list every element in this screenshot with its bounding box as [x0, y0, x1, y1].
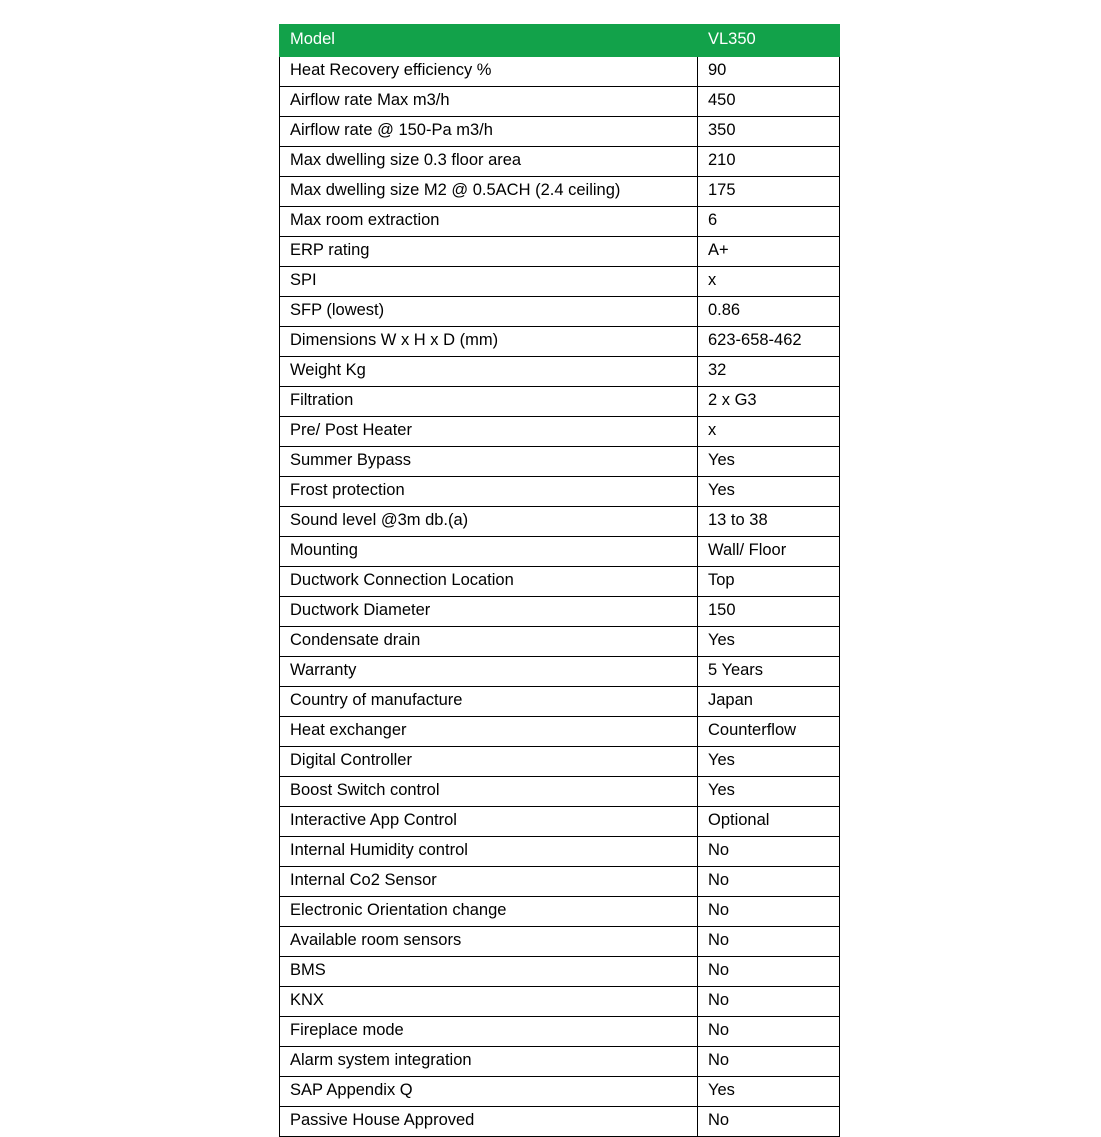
table-row: [280, 1047, 840, 1077]
spec-label: Heat Recovery efficiency %: [280, 57, 698, 87]
spec-value: Top: [698, 567, 840, 597]
table-row: [280, 897, 840, 927]
spec-label: Airflow rate @ 150-Pa m3/h: [280, 117, 698, 147]
spec-label: Ductwork Connection Location: [280, 567, 698, 597]
spec-value: Counterflow: [698, 717, 840, 747]
table-row: [280, 627, 840, 657]
table-row: [280, 867, 840, 897]
spec-value: No: [698, 867, 840, 897]
table-row: [280, 447, 840, 477]
spec-table-container: [279, 24, 839, 1137]
table-row: [280, 237, 840, 267]
spec-label: Condensate drain: [280, 627, 698, 657]
spec-label: ERP rating: [280, 237, 698, 267]
table-row: [280, 1017, 840, 1047]
table-header: [280, 25, 840, 57]
column-header-model: Model: [280, 25, 698, 57]
spec-value: No: [698, 897, 840, 927]
spec-value: 150: [698, 597, 840, 627]
spec-value: No: [698, 1017, 840, 1047]
spec-label: Available room sensors: [280, 927, 698, 957]
table-row: [280, 147, 840, 177]
spec-label: Heat exchanger: [280, 717, 698, 747]
spec-value: No: [698, 1107, 840, 1137]
table-row: [280, 117, 840, 147]
spec-value: A+: [698, 237, 840, 267]
spec-label: Summer Bypass: [280, 447, 698, 477]
spec-value: 6: [698, 207, 840, 237]
spec-label: Weight Kg: [280, 357, 698, 387]
table-row: [280, 297, 840, 327]
spec-label: BMS: [280, 957, 698, 987]
spec-value: x: [698, 417, 840, 447]
table-row: [280, 207, 840, 237]
spec-value: Yes: [698, 447, 840, 477]
table-row: [280, 957, 840, 987]
table-row: [280, 837, 840, 867]
spec-label: Electronic Orientation change: [280, 897, 698, 927]
spec-label: Passive House Approved: [280, 1107, 698, 1137]
spec-label: Pre/ Post Heater: [280, 417, 698, 447]
spec-value: 90: [698, 57, 840, 87]
spec-value: Yes: [698, 1077, 840, 1107]
spec-label: Internal Humidity control: [280, 837, 698, 867]
table-row: [280, 387, 840, 417]
spec-label: SFP (lowest): [280, 297, 698, 327]
spec-value: 175: [698, 177, 840, 207]
table-row: [280, 477, 840, 507]
table-row: [280, 687, 840, 717]
table-row: [280, 927, 840, 957]
spec-value: No: [698, 957, 840, 987]
spec-label: Sound level @3m db.(a): [280, 507, 698, 537]
spec-label: Max room extraction: [280, 207, 698, 237]
spec-value: 32: [698, 357, 840, 387]
table-row: [280, 327, 840, 357]
spec-label: SAP Appendix Q: [280, 1077, 698, 1107]
spec-label: Dimensions W x H x D (mm): [280, 327, 698, 357]
table-row: [280, 177, 840, 207]
table-row: [280, 1107, 840, 1137]
spec-label: Mounting: [280, 537, 698, 567]
table-row: [280, 747, 840, 777]
spec-value: 2 x G3: [698, 387, 840, 417]
spec-label: Max dwelling size M2 @ 0.5ACH (2.4 ceiling): [280, 177, 698, 207]
spec-label: Max dwelling size 0.3 floor area: [280, 147, 698, 177]
table-header-row: [280, 25, 840, 57]
spec-label: Boost Switch control: [280, 777, 698, 807]
spec-label: Alarm system integration: [280, 1047, 698, 1077]
spec-value: Yes: [698, 627, 840, 657]
column-header-value: VL350: [698, 25, 840, 57]
spec-value: 13 to 38: [698, 507, 840, 537]
table-row: [280, 717, 840, 747]
spec-value: Yes: [698, 747, 840, 777]
spec-label: SPI: [280, 267, 698, 297]
spec-value: 350: [698, 117, 840, 147]
spec-label: Warranty: [280, 657, 698, 687]
table-row: [280, 537, 840, 567]
spec-label: Ductwork Diameter: [280, 597, 698, 627]
table-row: [280, 57, 840, 87]
table-row: [280, 567, 840, 597]
table-row: [280, 417, 840, 447]
spec-label: KNX: [280, 987, 698, 1017]
spec-value: Yes: [698, 477, 840, 507]
spec-value: Wall/ Floor: [698, 537, 840, 567]
spec-value: x: [698, 267, 840, 297]
spec-value: Optional: [698, 807, 840, 837]
spec-label: Interactive App Control: [280, 807, 698, 837]
table-row: [280, 1077, 840, 1107]
table-row: [280, 87, 840, 117]
spec-value: Japan: [698, 687, 840, 717]
spec-label: Filtration: [280, 387, 698, 417]
product-specification-table: [279, 24, 840, 1137]
spec-label: Country of manufacture: [280, 687, 698, 717]
spec-value: 623-658-462: [698, 327, 840, 357]
table-row: [280, 267, 840, 297]
spec-label: Digital Controller: [280, 747, 698, 777]
spec-value: 210: [698, 147, 840, 177]
table-row: [280, 987, 840, 1017]
spec-value: No: [698, 987, 840, 1017]
spec-label: Internal Co2 Sensor: [280, 867, 698, 897]
spec-value: 450: [698, 87, 840, 117]
spec-value: 5 Years: [698, 657, 840, 687]
spec-value: Yes: [698, 777, 840, 807]
table-row: [280, 357, 840, 387]
spec-label: Fireplace mode: [280, 1017, 698, 1047]
spec-value: No: [698, 927, 840, 957]
spec-label: Airflow rate Max m3/h: [280, 87, 698, 117]
spec-label: Frost protection: [280, 477, 698, 507]
table-row: [280, 807, 840, 837]
spec-value: No: [698, 837, 840, 867]
table-row: [280, 597, 840, 627]
spec-value: 0.86: [698, 297, 840, 327]
table-row: [280, 657, 840, 687]
table-row: [280, 777, 840, 807]
table-row: [280, 507, 840, 537]
spec-value: No: [698, 1047, 840, 1077]
table-body: [280, 57, 840, 1137]
